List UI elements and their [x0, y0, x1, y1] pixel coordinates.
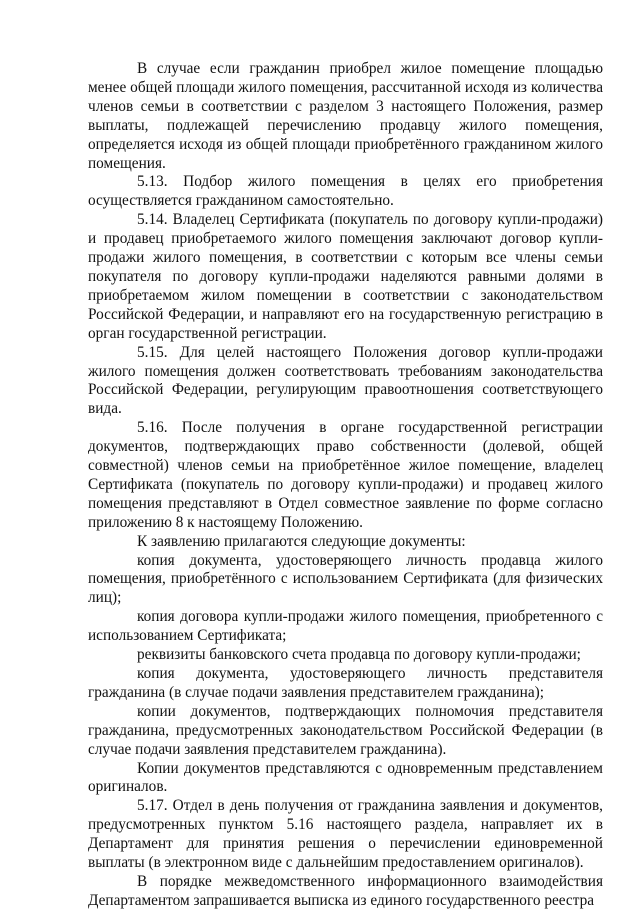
document-page — [88, 60, 603, 911]
list-item-representative-id-copy: копия документа, удостоверяющего личность представителя гражданина (в случае подачи заявления представителем гражданина); — [88, 665, 603, 701]
paragraph-originals: Копии документов представляются с одновременным представлением оригиналов. — [88, 759, 603, 796]
paragraph-reduced-area-payment: В случае если гражданин приобрел жилое помещение площадью менее общей площади жилого помещения, рассчитанной исходя из количества членов семьи в соответствии с разделом 3 настоящего Положения, размер выплаты, подлежащей перечислению продавцу жилого помещения, определяется исходя из общей площади приобретённого гражданином жилого помещения. — [88, 60, 603, 172]
paragraph-5-17: 5.17. Отдел в день получения от гражданина заявления и документов, предусмотренных пунктом 5.16 настоящего раздела, направляет их в Департамент для принятия решения о перечислении единовременной выплаты (в электронном виде с дальнейшим предоставлением оригиналов). — [88, 797, 603, 872]
list-item-bank-details: реквизиты банковского счета продавца по договору купли-продажи; — [137, 646, 581, 664]
list-item-contract-copy: копия договора купли-продажи жилого помещения, приобретенного с использованием Сертификата; — [88, 608, 603, 645]
paragraph-5-13: 5.13. Подбор жилого помещения в целях его приобретения осуществляется гражданином самостоятельно. — [88, 173, 603, 210]
list-item-representative-authority-copies: копии документов, подтверждающих полномочия представителя гражданина, предусмотренных законодательством Российской Федерации (в случае подачи заявления представителем гражданина). — [88, 702, 603, 758]
paragraph-5-15: 5.15. Для целей настоящего Положения договор купли-продажи жилого помещения должен соответствовать требованиям законодательства Российской Федерации, регулирующим правоотношения соответствующего вида. — [88, 343, 603, 418]
list-item-seller-id-copy: копия документа, удостоверяющего личность продавца жилого помещения, приобретённого с использованием Сертификата (для физических лиц); — [88, 551, 603, 607]
paragraph-5-16: 5.16. После получения в органе государственной регистрации документов, подтверждающих право собственности (долевой, общей совместной) членов семьи на приобретённое жилое помещение, владелец Сертификата (покупатель по договору купли-продажи) и продавец жилого помещения представляют в Отдел совместное заявление по форме согласно приложению 8 к настоящему Положению. — [88, 419, 603, 531]
paragraph-interagency-request: В порядке межведомственного информационного взаимодействия Департаментом запрашивается выписка из единого государственного реестра — [88, 872, 603, 909]
paragraph-5-14: 5.14. Владелец Сертификата (покупатель по договору купли-продажи) и продавец приобретаемого жилого помещения заключают договор купли-продажи жилого помещения, в соответствии с которым все члены семьи покупателя по договору купли-продажи наделяются равными долями в приобретаемом жилом помещении в соответствии с законодательством Российской Федерации, и направляют его на государственную регистрацию в орган государственной регистрации. — [88, 211, 603, 342]
paragraph-attachments-intro: К заявлению прилагаются следующие документы: — [137, 532, 466, 550]
